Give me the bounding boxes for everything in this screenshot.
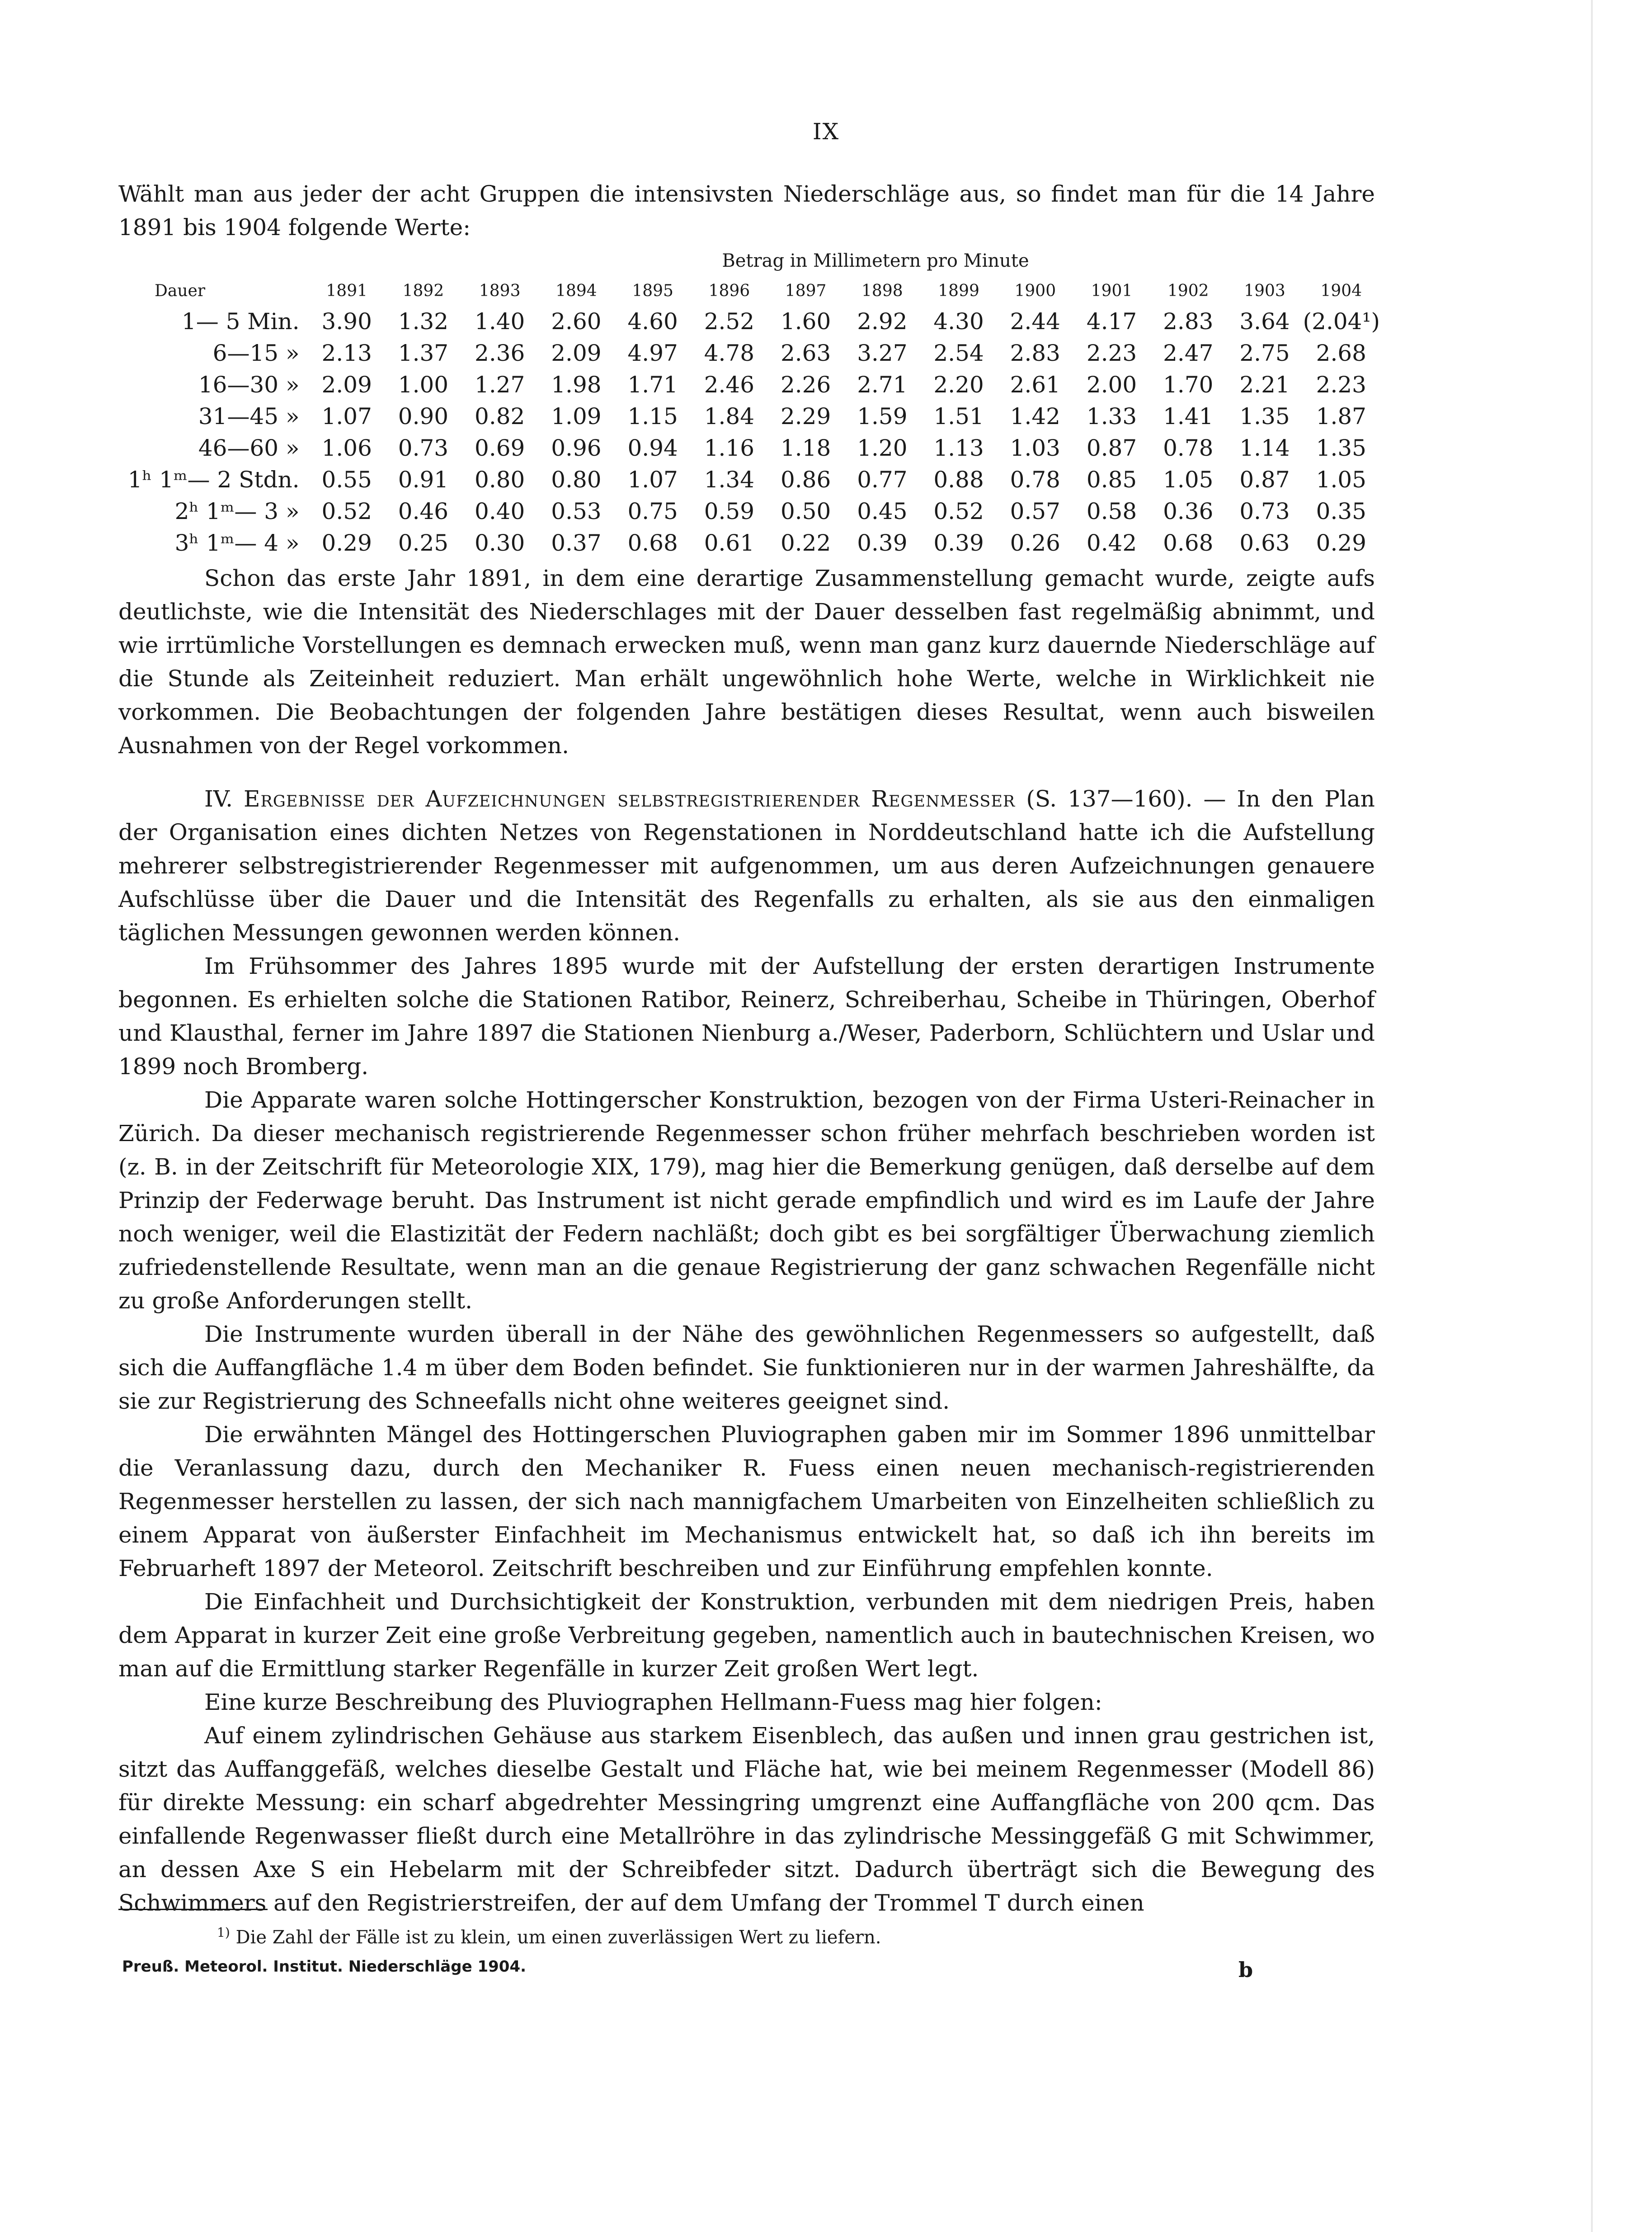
table-cell: 0.68: [627, 530, 678, 556]
body-paragraph: Die Instrumente wurden überall in der Nähe des gewöhnlichen Regenmessers so aufgestellt, daß sich die Auffangfläche 1.4 m über dem Boden befindet. Sie funktionieren nur in der warmen Jahreshälfte, da sie zur Registrierung des Schneefalls nicht ohne weiteres geeignet sind.: [118, 1321, 1375, 1414]
table-cell: 2.36: [475, 340, 525, 366]
precipitation-table: [118, 245, 1379, 559]
row-label: 46—60 »: [198, 435, 300, 461]
table-cell: 0.59: [704, 498, 755, 524]
body-paragraph: Die Apparate waren solche Hottingerscher Konstruktion, bezogen von der Firma Usteri-Reinacher in Zürich. Da dieser mechanisch registrierende Regenmesser schon früher mehrfach beschrieben worden ist (z. B. in der Zeitschrift für Meteorologie XIX, 179), mag hier die Bemerkung genügen, daß derselbe auf dem Prinzip der Federwage beruht. Das Instrument ist nicht gerade empfindlich und wird es im Laufe der Jahre noch weniger, weil die Elastizität der Federn nachläßt; doch gibt es bei sorgfältiger Überwachung ziemlich zufriedenstellende Resultate, wenn man an die genaue Registrierung der ganz schwachen Regenfälle nicht zu große Anforderungen stellt.: [118, 1087, 1375, 1314]
table-cell: 2.46: [704, 372, 755, 398]
table-cell: 0.88: [933, 467, 984, 493]
table-cell: 0.77: [857, 467, 908, 493]
table-cell: 2.63: [780, 340, 831, 366]
table-row: [118, 306, 1379, 337]
table-cell: 4.97: [627, 340, 678, 366]
intensity-table: [118, 277, 1379, 559]
row-label: 6—15 »: [212, 340, 300, 366]
table-cell: 2.83: [1010, 340, 1060, 366]
table-cell: 0.73: [1239, 498, 1290, 524]
table-cell: 2.23: [1316, 372, 1366, 398]
year-header: 1903: [1244, 282, 1285, 300]
table-cell: 2.68: [1316, 340, 1366, 366]
row-label: 3ʰ 1ᵐ— 4 »: [174, 530, 300, 556]
table-cell: 2.61: [1010, 372, 1060, 398]
section-4: [118, 782, 1375, 1920]
dauer-header: Dauer: [155, 282, 206, 300]
table-cell: 1.03: [1010, 435, 1060, 461]
table-body: [118, 306, 1379, 559]
table-cell: 0.57: [1010, 498, 1060, 524]
table-cell: 1.35: [1239, 403, 1290, 429]
table-cell: 1.05: [1163, 467, 1214, 493]
table-cell: 1.37: [398, 340, 449, 366]
table-cell: 1.40: [475, 308, 525, 335]
footnote-mark: 1): [217, 1925, 230, 1940]
after-table-paragraph: Schon das erste Jahr 1891, in dem eine derartige Zusammenstellung gemacht wurde, zeigte aufs deutlichste, wie die Intensität des Niederschlages mit der Dauer desselben fast regelmäßig abnimmt, und wie irrtümliche Vorstellungen es demnach erwecken muß, wenn man ganz kurz dauernde Niederschläge auf die Stunde als Zeiteinheit reduziert. Man erhält ungewöhnlich hohe Werte, welche in Wirklichkeit nie vorkommen. Die Beobachtungen der folgenden Jahre bestätigen dieses Resultat, wenn auch bisweilen Ausnahmen von der Regel vorkommen.: [118, 565, 1375, 759]
table-cell: 0.25: [398, 530, 449, 556]
table-cell: 4.60: [627, 308, 678, 335]
table-cell: 1.06: [321, 435, 372, 461]
table-cell: 0.75: [627, 498, 678, 524]
table-cell: 0.40: [475, 498, 525, 524]
year-header: 1900: [1014, 282, 1056, 300]
table-cell: 1.16: [704, 435, 755, 461]
year-header: 1904: [1320, 282, 1362, 300]
scan-edge: [1591, 0, 1593, 2232]
table-cell: 1.87: [1316, 403, 1366, 429]
table-cell: 0.78: [1010, 467, 1060, 493]
table-cell: 0.22: [780, 530, 831, 556]
intro-block: [118, 177, 1375, 244]
table-cell: 0.53: [551, 498, 602, 524]
table-cell: 2.13: [321, 340, 372, 366]
table-cell: 1.14: [1239, 435, 1290, 461]
table-cell: 2.92: [857, 308, 908, 335]
table-cell: 0.35: [1316, 498, 1366, 524]
table-cell: 1.20: [857, 435, 908, 461]
table-cell: 2.09: [551, 340, 602, 366]
table-cell: 2.09: [321, 372, 372, 398]
table-cell: 0.50: [780, 498, 831, 524]
body-paragraph: Im Frühsommer des Jahres 1895 wurde mit der Aufstellung der ersten derartigen Instrumente begonnen. Es erhielten solche die Stationen Ratibor, Reinerz, Schreiberhau, Scheibe in Thüringen, Oberhof und Klausthal, ferner im Jahre 1897 die Stationen Nienburg a./Weser, Paderborn, Schlüchtern und Uslar und 1899 noch Bromberg.: [118, 953, 1375, 1080]
table-cell: 0.87: [1239, 467, 1290, 493]
body-paragraph: Die Einfachheit und Durchsichtigkeit der Konstruktion, verbunden mit dem niedrigen Preis, haben dem Apparat in kurzer Zeit eine große Verbreitung gegeben, namentlich auch in bautechnischen Kreisen, wo man auf die Ermittlung starker Regenfälle in kurzer Zeit großen Wert legt.: [118, 1589, 1375, 1682]
year-header: 1892: [402, 282, 444, 300]
table-cell: 1.13: [933, 435, 984, 461]
table-cell: 0.26: [1010, 530, 1060, 556]
table-cell: 2.60: [551, 308, 602, 335]
table-cell: 1.18: [780, 435, 831, 461]
table-cell: 2.26: [780, 372, 831, 398]
year-header: 1899: [938, 282, 979, 300]
section-4-first-paragraph: [118, 782, 1375, 949]
year-header: 1895: [632, 282, 673, 300]
table-cell: 0.52: [321, 498, 372, 524]
table-cell: 1.15: [627, 403, 678, 429]
table-cell: 2.83: [1163, 308, 1214, 335]
table-row: [118, 369, 1379, 401]
footnote-text: Die Zahl der Fälle ist zu klein, um einen zuverlässigen Wert zu liefern.: [235, 1927, 881, 1948]
year-header: 1894: [555, 282, 597, 300]
row-label: 1— 5 Min.: [181, 308, 300, 335]
page-number: IX: [812, 118, 840, 145]
table-cell: 0.78: [1163, 435, 1214, 461]
table-row: [118, 464, 1379, 495]
table-cell: 1.27: [475, 372, 525, 398]
table-cell: 0.52: [933, 498, 984, 524]
table-cell: 1.84: [704, 403, 755, 429]
table-row: [118, 527, 1379, 559]
table-cell: 0.55: [321, 467, 372, 493]
table-row: [118, 401, 1379, 432]
year-header: 1897: [785, 282, 827, 300]
year-header: 1898: [861, 282, 903, 300]
table-cell: 2.75: [1239, 340, 1290, 366]
imprint-line: Preuß. Meteorol. Institut. Niederschläge 1904.: [122, 1958, 527, 1976]
year-header: 1891: [326, 282, 368, 300]
table-cell: 2.52: [704, 308, 755, 335]
body-paragraph: Eine kurze Beschreibung des Pluviographen Hellmann-Fuess mag hier folgen:: [204, 1689, 1102, 1715]
table-cell: 0.85: [1086, 467, 1137, 493]
year-header: 1902: [1167, 282, 1209, 300]
table-cell: 0.86: [780, 467, 831, 493]
table-cell: 0.73: [398, 435, 449, 461]
table-cell: 1.07: [627, 467, 678, 493]
table-cell: 2.21: [1239, 372, 1290, 398]
body-paragraph: Die erwähnten Mängel des Hottingerschen Pluviographen gaben mir im Sommer 1896 unmittelbar die Veranlassung dazu, durch den Mechaniker R. Fuess einen neuen mechanisch-registrierenden Regenmesser herstellen zu lassen, der sich nach mannigfachem Umarbeiten von Einzelheiten schließlich zu einem Apparat von äußerster Einfachheit im Mechanismus entwickelt hat, so daß ich ihn bereits im Februarheft 1897 der Meteorol. Zeitschrift beschreiben und zur Einführung empfehlen konnte.: [118, 1421, 1375, 1581]
table-header-row: [118, 277, 1379, 306]
table-cell: 4.78: [704, 340, 755, 366]
table-row: [118, 432, 1379, 464]
table-cell: 2.00: [1086, 372, 1137, 398]
table-cell: 0.42: [1086, 530, 1137, 556]
section-first-text: In den Plan der Organisation eines dichten Netzes von Regenstationen in Norddeutschland hatte ich die Aufstellung mehrerer selbstregistrierender Regenmesser mit aufgenommen, um aus deren Aufzeichnungen genauere Aufschlüsse über die Dauer und die Intensität des Regenfalls zu erhalten, als sie aus den einmaligen täglichen Messungen gewonnen werden können.: [118, 786, 1375, 946]
table-cell: 0.29: [1316, 530, 1366, 556]
table-cell: 1.07: [321, 403, 372, 429]
section-pages: (S. 137—160). —: [1026, 786, 1226, 812]
row-label: 31—45 »: [198, 403, 300, 429]
table-cell: 0.45: [857, 498, 908, 524]
table-cell: 0.39: [933, 530, 984, 556]
year-header: 1893: [479, 282, 521, 300]
footnote: [217, 1921, 881, 1949]
table-cell: 1.32: [398, 308, 449, 335]
row-label: 16—30 »: [198, 372, 300, 398]
intro-paragraph: Wählt man aus jeder der acht Gruppen die intensivsten Niederschläge aus, so findet man für die 14 Jahre 1891 bis 1904 folgende Werte:: [118, 181, 1375, 241]
table-cell: 4.30: [933, 308, 984, 335]
table-cell: 1.33: [1086, 403, 1137, 429]
table-cell: 1.98: [551, 372, 602, 398]
table-cell: 0.61: [704, 530, 755, 556]
table-cell: 3.90: [321, 308, 372, 335]
table-cell: 2.54: [933, 340, 984, 366]
table-row: [118, 495, 1379, 527]
table-cell: 1.00: [398, 372, 449, 398]
table-heading: Betrag in Millimetern pro Minute: [722, 250, 1029, 271]
after-table-block: [118, 562, 1375, 762]
table-cell: 0.58: [1086, 498, 1137, 524]
table-cell: 1.70: [1163, 372, 1214, 398]
table-cell: 0.36: [1163, 498, 1214, 524]
table-cell: 0.91: [398, 467, 449, 493]
table-cell: 4.17: [1086, 308, 1137, 335]
table-cell: (2.04¹): [1303, 308, 1380, 335]
table-cell: 2.47: [1163, 340, 1214, 366]
table-cell: 2.29: [780, 403, 831, 429]
table-cell: 1.60: [780, 308, 831, 335]
table-cell: 0.46: [398, 498, 449, 524]
table-cell: 0.96: [551, 435, 602, 461]
table-cell: 1.71: [627, 372, 678, 398]
table-cell: 0.30: [475, 530, 525, 556]
table-cell: 2.20: [933, 372, 984, 398]
table-cell: 1.59: [857, 403, 908, 429]
year-header: 1896: [708, 282, 750, 300]
year-header: 1901: [1091, 282, 1133, 300]
section-title: Ergebnisse der Aufzeichnungen selbstregistrierender Regenmesser: [244, 786, 1016, 812]
table-cell: 1.51: [933, 403, 984, 429]
table-cell: 1.05: [1316, 467, 1366, 493]
table-cell: 2.71: [857, 372, 908, 398]
table-cell: 3.27: [857, 340, 908, 366]
table-cell: 0.80: [475, 467, 525, 493]
table-cell: 0.87: [1086, 435, 1137, 461]
footnote-divider: [118, 1909, 268, 1910]
row-label: 1ʰ 1ᵐ— 2 Stdn.: [127, 467, 300, 493]
table-cell: 1.34: [704, 467, 755, 493]
table-cell: 0.82: [475, 403, 525, 429]
table-cell: 0.94: [627, 435, 678, 461]
table-cell: 0.68: [1163, 530, 1214, 556]
table-cell: 1.35: [1316, 435, 1366, 461]
table-cell: 0.69: [475, 435, 525, 461]
table-cell: 2.23: [1086, 340, 1137, 366]
table-cell: 0.29: [321, 530, 372, 556]
table-cell: 3.64: [1239, 308, 1290, 335]
table-cell: 0.63: [1239, 530, 1290, 556]
signature-mark: b: [1238, 1958, 1253, 1982]
table-cell: 2.44: [1010, 308, 1060, 335]
table-cell: 0.37: [551, 530, 602, 556]
row-label: 2ʰ 1ᵐ— 3 »: [174, 498, 300, 524]
table-cell: 1.09: [551, 403, 602, 429]
table-row: [118, 337, 1379, 369]
table-cell: 0.39: [857, 530, 908, 556]
section-number: IV.: [204, 786, 233, 812]
table-cell: 1.41: [1163, 403, 1214, 429]
table-cell: 1.42: [1010, 403, 1060, 429]
table-cell: 0.90: [398, 403, 449, 429]
table-cell: 0.80: [551, 467, 602, 493]
body-paragraph: Auf einem zylindrischen Gehäuse aus starkem Eisenblech, das außen und innen grau gestrichen ist, sitzt das Auffanggefäß, welches dieselbe Gestalt und Fläche hat, wie bei meinem Regenmesser (Modell 86) für direkte Messung: ein scharf abgedrehter Messingring umgrenzt eine Auffangfläche von 200 qcm. Das einfallende Regenwasser fließt durch eine Metallröhre in das zylindrische Messinggefäß G mit Schwimmer, an dessen Axe S ein Hebelarm mit der Schreibfeder sitzt. Dadurch überträgt sich die Bewegung des Schwimmers auf den Registrierstreifen, der auf dem Umfang der Trommel T durch einen: [118, 1722, 1375, 1916]
